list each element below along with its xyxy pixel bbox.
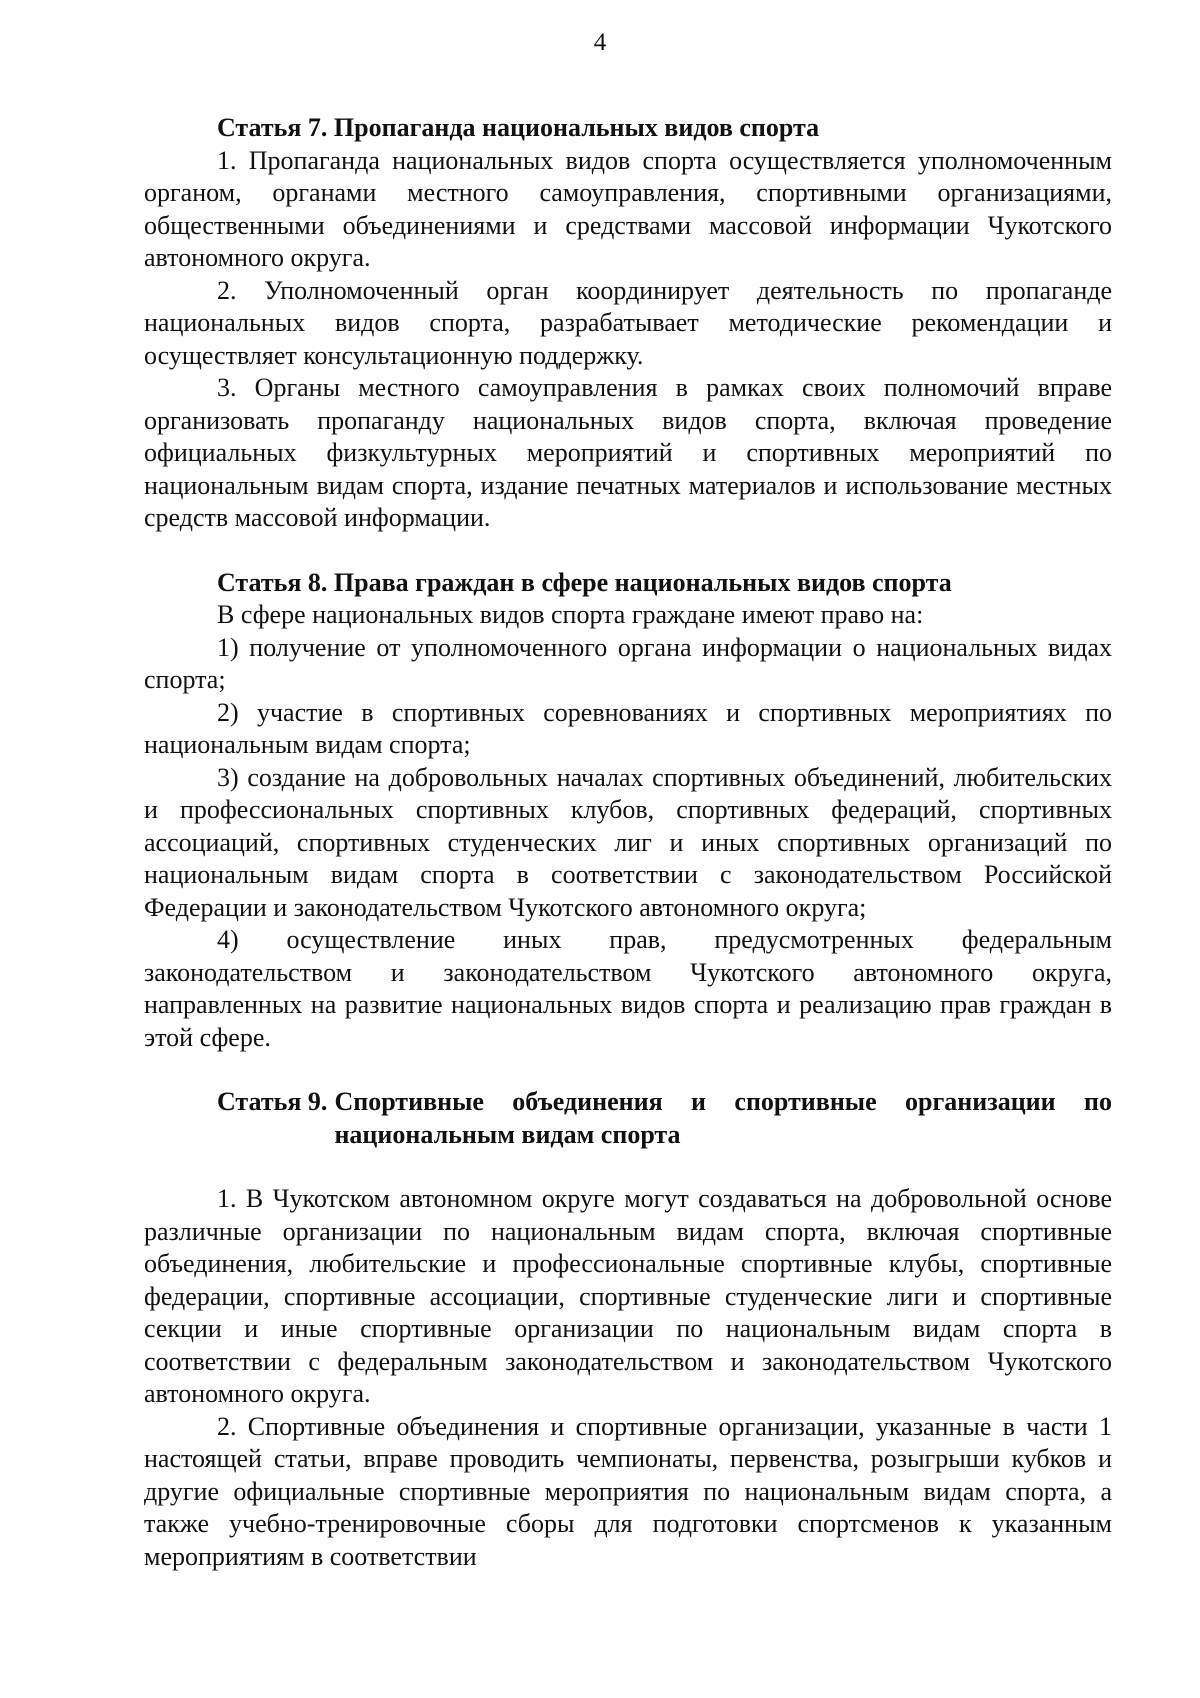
article-9-title-number: Статья 9. <box>217 1087 328 1116</box>
article-8-item-2: 2) участие в спортивных соревнованиях и спортивных мероприятиях по национальным видам спорта; <box>144 697 1112 759</box>
section-spacer <box>144 535 1112 567</box>
article-7-title: Статья 7. Пропаганда национальных видов спорта <box>217 113 820 142</box>
article-9-paragraph-2: 2. Спортивные объединения и спортивные организации, указанные в части 1 настоящей статьи, вправе проводить чемпионаты, первенства, розыгрыши кубков и другие официальные спортивные мероприятия по национальным видам спорта, а также учебно-тренировочные сборы для подготовки спортсменов к указанным мероприятиям в соответствии <box>144 1411 1112 1571</box>
article-9-paragraph-1: 1. В Чукотском автономном округе могут создаваться на добровольной основе различные организации по национальным видам спорта, включая спортивные объединения, любительские и профессиональные спортивные клубы, спортивные федерации, спортивные ассоциации, спортивные студенческие лиги и спортивные секции и иные спортивные организации по национальным видам спорта в соответствии с федеральным законодательством и законодательством Чукотского автономного округа. <box>144 1184 1112 1408</box>
article-7 <box>144 112 1112 535</box>
article-7-paragraph-3: 3. Органы местного самоуправления в рамках своих полномочий вправе организовать пропаганду национальных видов спорта, включая проведение официальных физкультурных мероприятий и спортивных мероприятий по национальным видам спорта, издание печатных материалов и использование местных средств массовой информации. <box>144 373 1112 532</box>
article-7-paragraph-1: 1. Пропаганда национальных видов спорта осуществляется уполномоченным органом, органами местного самоуправления, спортивными организациями, общественными объединениями и средствами массовой информации Чукотского автономного округа. <box>144 145 1112 272</box>
article-9-title-text: Спортивные объединения и спортивные организации по национальным видам спорта <box>334 1087 1112 1149</box>
article-8-item-3: 3) создание на добровольных началах спортивных объединений, любительских и профессиональных спортивных клубов, спортивных федераций, спортивных ассоциаций, спортивных студенческих лиг и иных спортивных организаций по национальным видам спорта в соответствии с законодательством Российской Федерации и законодательством Чукотского автономного округа; <box>144 762 1112 922</box>
article-8-title: Статья 8. Права граждан в сфере национальных видов спорта <box>217 567 952 597</box>
document-body <box>144 112 1112 1573</box>
article-8-item-4: 4) осуществление иных прав, предусмотренных федеральным законодательством и законодательством Чукотского автономного округа, направленных на развитие национальных видов спорта и реализацию прав граждан в этой сфере. <box>144 925 1112 1052</box>
article-8-item-1: 1) получение от уполномоченного органа информации о национальных видах спорта; <box>144 632 1112 694</box>
article-8-intro: В сфере национальных видов спорта граждане имеют право на: <box>217 600 924 629</box>
article-9-title <box>144 1086 1112 1151</box>
article-9 <box>144 1086 1112 1573</box>
article-8 <box>144 567 1112 1055</box>
page-number: 4 <box>593 29 607 56</box>
section-spacer <box>144 1054 1112 1086</box>
article-7-paragraph-2: 2. Уполномоченный орган координирует деятельность по пропаганде национальных видов спорта, разрабатывает методические рекомендации и осуществляет консультационную поддержку. <box>144 275 1112 370</box>
section-spacer <box>144 1151 1112 1183</box>
